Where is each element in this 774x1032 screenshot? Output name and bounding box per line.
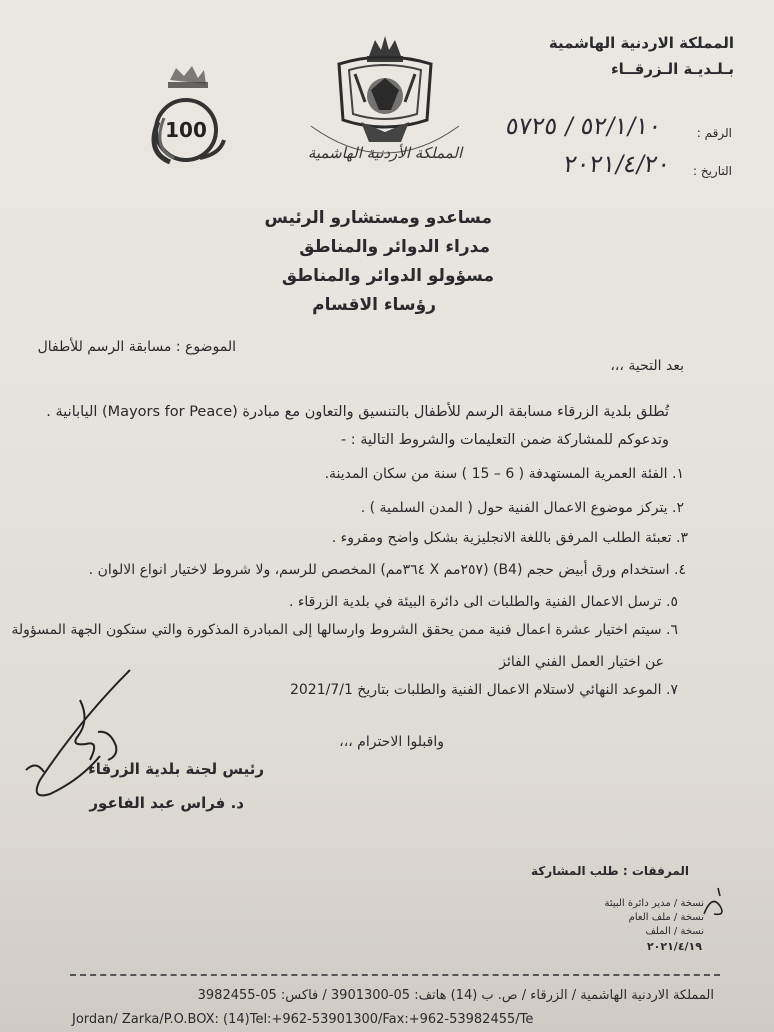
copy-line: نسخة / مدير دائرة البيئة xyxy=(604,898,704,909)
centenary-logo-icon xyxy=(140,62,230,172)
copies-date: ٢٠٢١/٤/١٩ xyxy=(646,940,702,953)
condition-item: ٤. استخدام ورق أبيض حجم (B4) (٢٥٧مم X ٣٦٤مم) المخصص للرسم، ولا شروط لاختيار انواع الالوان . xyxy=(88,562,686,578)
footer-english-address: Jordan/ Zarka/P.O.BOX: (14)Tel:+962-53901300/Fax:+962-53982455/Te xyxy=(72,1012,534,1027)
addressee-line: مدراء الدوائر والمناطق xyxy=(299,237,490,257)
subject-line: الموضوع : مسابقة الرسم للأطفال xyxy=(37,339,236,355)
condition-item: ٢. يتركز موضوع الاعمال الفنية حول ( المدن السلمية ) . xyxy=(360,500,684,516)
closing-line: واقبلوا الاحترام ،،، xyxy=(339,734,444,750)
signatory-name: د. فراس عبد الفاعور xyxy=(89,794,244,812)
copy-line: نسخة / ملف العام xyxy=(628,912,704,923)
signature-title: رئيس لجنة بلدية الزرقاء xyxy=(88,760,264,778)
attachments-line: المرفقات : طلب المشاركة xyxy=(531,864,689,878)
royal-crest-icon xyxy=(305,30,465,180)
date-label: التاريخ : xyxy=(692,164,732,178)
condition-item: ٥. ترسل الاعمال الفنية والطلبات الى دائرة البيئة في بلدية الزرقاء . xyxy=(288,594,678,610)
condition-item: ٦. سيتم اختيار عشرة اعمال فنية ممن يحقق الشروط وارسالها إلى المبادرة المذكورة والتي ستكون الجهة المسؤولة xyxy=(11,622,678,638)
initials-mark-icon xyxy=(700,884,730,924)
addressee-line: مساعدو ومستشارو الرئيس xyxy=(264,208,492,228)
reference-number: ٥٢/١/١٠ / ٥٧٢٥ xyxy=(504,112,664,140)
handwritten-signature-icon xyxy=(20,660,160,810)
condition-item: ٧. الموعد النهائي لاستلام الاعمال الفنية والطلبات بتاريخ 2021/7/1 xyxy=(289,682,678,698)
greeting: بعد التحية ،،، xyxy=(610,358,684,374)
kingdom-name: المملكة الاردنية الهاشمية xyxy=(548,34,734,52)
addressee-line: مسؤولو الدوائر والمناطق xyxy=(281,266,494,286)
addressee-line: رؤساء الاقسام xyxy=(312,295,436,315)
date-value: ٢٠٢١/٤/٢٠ xyxy=(561,150,672,178)
footer-arabic-address: المملكة الاردنية الهاشمية / الزرقاء / ص. ب (14) هاتف: 05-3901300 / فاكس: 05-3982455 xyxy=(197,988,714,1003)
reference-label: الرقم : xyxy=(696,126,732,140)
intro-paragraph: تُطلق بلدية الزرقاء مسابقة الرسم للأطفال بالتنسيق والتعاون مع مبادرة (Mayors for Peace) اليابانية . xyxy=(46,404,669,420)
centenary-number: 100 xyxy=(165,118,207,142)
copy-line: نسخة / الملف xyxy=(645,926,704,937)
municipality-name: بـلـديـة الـزرقــاء xyxy=(611,60,734,78)
footer-divider xyxy=(70,974,720,976)
condition-item: عن اختيار العمل الفني الفائز xyxy=(499,654,664,670)
condition-item: ٣. تعبئة الطلب المرفق باللغة الانجليزية بشكل واضح ومقروء . xyxy=(331,530,688,546)
intro-paragraph: وتدعوكم للمشاركة ضمن التعليمات والشروط التالية : - xyxy=(340,432,669,448)
condition-item: ١. الفئة العمرية المستهدفة ( 6 – 15 ) سنة من سكان المدينة. xyxy=(324,466,684,482)
crest-text: المملكة الأردنية الهاشمية xyxy=(307,144,463,162)
